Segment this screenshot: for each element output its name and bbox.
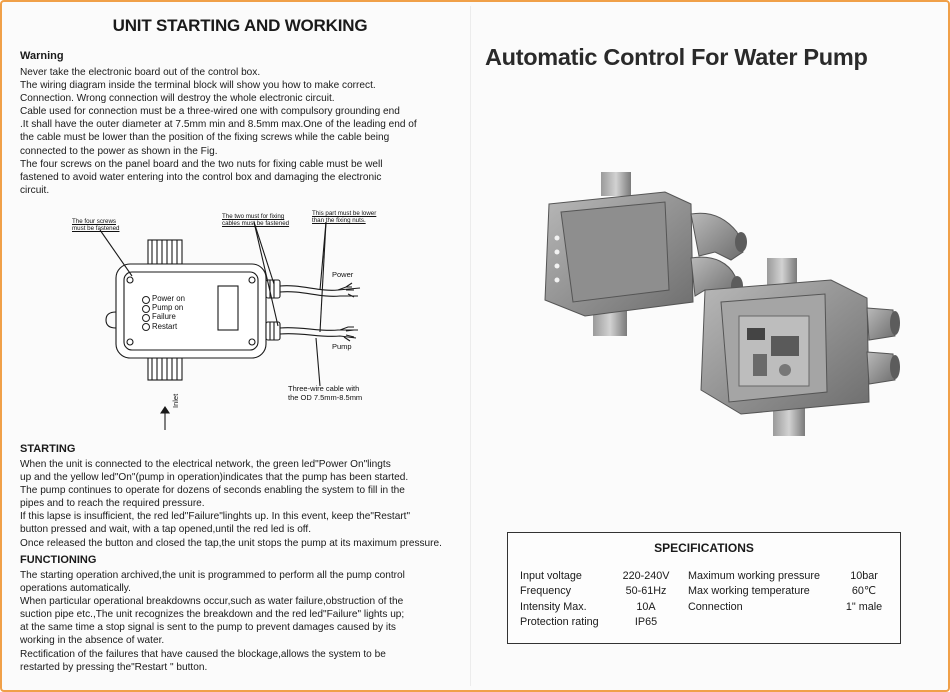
wiring-diagram bbox=[20, 210, 450, 440]
product-photo-illustration bbox=[515, 140, 935, 470]
label-screws: The four screws must be fastened bbox=[72, 218, 120, 232]
functioning-heading: FUNCTIONING bbox=[20, 554, 97, 566]
label-cable: Three-wire cable with the OD 7.5mm-8.5mm bbox=[288, 384, 363, 402]
spec-left-values: 220-240V 50-61Hz 10A IP65 bbox=[622, 570, 670, 629]
panel-led-pump-on: Pump on bbox=[142, 303, 185, 312]
panel-led-failure: Failure bbox=[142, 312, 185, 321]
starting-heading: STARTING bbox=[20, 443, 76, 455]
page-divider bbox=[470, 6, 471, 686]
left-page bbox=[0, 0, 470, 692]
label-nuts: The two must for fixing cables must be fastened bbox=[222, 213, 290, 227]
label-lower-part: This part must be lower than the fixing nuts. bbox=[312, 210, 377, 224]
panel-led-power-on: Power on bbox=[142, 294, 185, 303]
spec-right-labels: Maximum working pressure Max working temperature Connection bbox=[688, 570, 820, 613]
functioning-text: The starting operation archived,the unit is programmed to perform all the pump control operations automatically. When particular operational breakdowns occur,such as water failure,obstruction of the suction pipe etc.,The unit recognizes the breakdown and the red led"Failure" lights up; at the same time a stop signal is sent to the pump to prevent damages caused by its working in the absence of water. Rectification of the failures that have caused the blockage,allows the system to be restarted by pressing the"Restart " button. bbox=[20, 570, 405, 673]
label-inlet: Inlet bbox=[171, 393, 180, 408]
page-title: UNIT STARTING AND WORKING bbox=[112, 16, 368, 35]
panel-restart-button: Restart bbox=[142, 322, 185, 331]
warning-heading: Warning bbox=[20, 50, 64, 62]
specifications-box bbox=[507, 532, 901, 644]
right-page bbox=[475, 0, 950, 692]
label-power: Power bbox=[332, 270, 354, 279]
label-pump: Pump bbox=[332, 342, 352, 351]
product-photos bbox=[515, 140, 935, 470]
specifications-heading: SPECIFICATIONS bbox=[654, 541, 754, 555]
warning-text: Never take the electronic board out of the control box. The wiring diagram inside the terminal block will show you how to make correct. Connection. Wrong connection will destroy the whole electronic circuit. Cable used for connection must be a three-wired one with compulsory grounding end .It shall have the outer diameter at 7.5mm min and 8.5mm max.One of the leading end of the cable must be lower than the position of the fixing screws while the cable being connected to the power as shown in the Fig. The four screws on the panel board and the two nuts for fixing cable must be well fastened to avoid water entering into the control box and damaging the electronic circuit. bbox=[20, 67, 417, 196]
starting-text: When the unit is connected to the electrical network, the green led"Power On"lingts up and the yellow led"On"(pump in operation)indicates that the pump has been started. The pump continues to operate for dozens of seconds enabling the system to fill in the pipes and to reach the required pressure. If this lapse is insufficient, the red led"Failure"linghts up. In this event, keep the"Restart" button pressed and wait, with a tap opened,until the red led is off. Once released the button and closed the tap,the unit stops the pump at its maximum pressure. bbox=[20, 459, 442, 549]
panel-led-labels bbox=[142, 294, 185, 331]
wiring-diagram-drawing bbox=[20, 210, 450, 440]
spec-right-values: 10bar 60℃ 1" male bbox=[845, 570, 883, 613]
product-title: Automatic Control For Water Pump bbox=[485, 44, 868, 70]
spec-left-labels: Input voltage Frequency Intensity Max. Protection rating bbox=[520, 570, 599, 629]
